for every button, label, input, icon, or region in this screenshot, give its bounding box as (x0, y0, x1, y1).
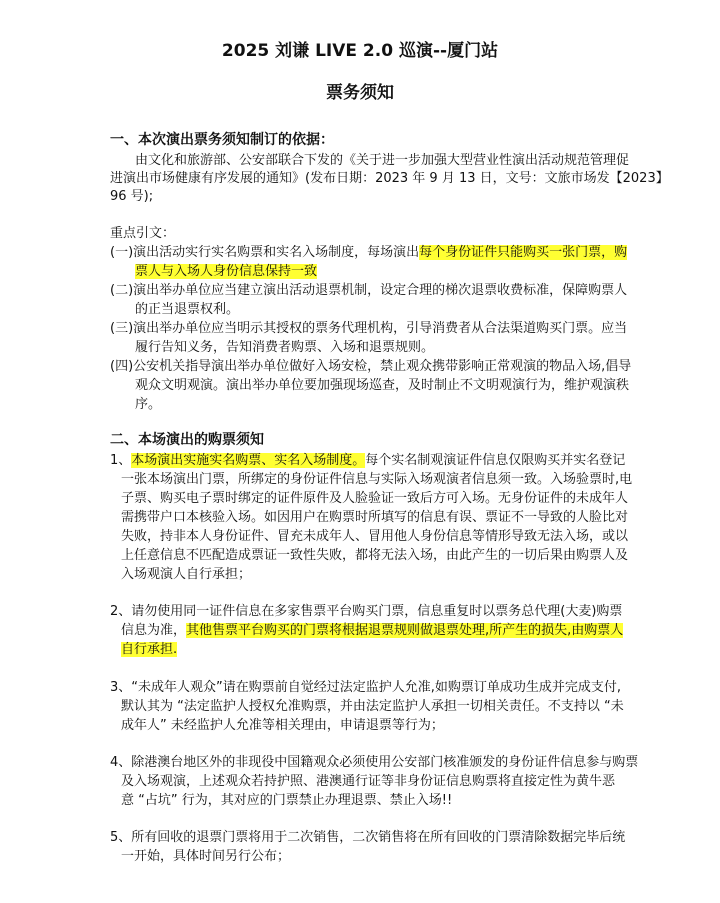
key-point-1-highlight: 每个身份证件只能购买一张门票，购 (419, 245, 628, 260)
key-point-1-highlight: 票人与入场人身份信息保持一致 (135, 264, 318, 279)
item-1-highlight: 本场演出实施实名购票、实名入场制度。 (131, 453, 366, 468)
item-1-text: 每个实名制观演证件信息仅限购买并实名登记 (365, 453, 626, 468)
item-2-line (121, 621, 623, 640)
key-point-1-line (110, 243, 627, 262)
key-point-1-prefix: (一)演出活动实行实名购票和实名入场制度，每场演出 (110, 245, 420, 260)
item-2-line: 2、请勿使用同一证件信息在多家售票平台购买门票，信息重复时以票务总代理(大麦)购票 (110, 604, 623, 619)
section-2-heading: 二、本场演出的购票须知 (110, 432, 264, 448)
key-points-label: 重点引文： (110, 226, 176, 241)
item-2-text: 信息为准， (121, 623, 187, 638)
key-point-2-line: (二)演出举办单位应当建立演出活动退票机制，设定合理的梯次退票收费标准，保障购票人 (110, 283, 628, 298)
key-point-1-line (135, 262, 317, 281)
key-point-4-line: 序。 (135, 397, 162, 412)
item-1-line (110, 451, 625, 470)
item-4-line: 4、除港澳台地区外的非现役中国籍观众必须使用公安部门核准颁发的身份证件信息参与购票 (110, 755, 639, 770)
item-1-number: 1、 (110, 453, 132, 468)
document-subtitle: 票务须知 (326, 83, 394, 103)
key-point-3-line: (三)演出举办单位应当明示其授权的票务代理机构，引导消费者从合法渠道购买门票。应当 (110, 321, 628, 336)
key-point-2-line: 的正当退票权利。 (135, 302, 240, 317)
section-1-heading: 一、本次演出票务须知制订的依据： (110, 132, 334, 148)
item-1-line: 失败，持非本人身份证件、冒充未成年人、冒用他人身份信息等情形导致无法入场，或以 (121, 529, 629, 544)
section-1-text-line: 进演出市场健康有序发展的通知》(发布日期：2023 年 9 月 13 日，文号：文旅市场发【2023】 (110, 171, 669, 186)
key-point-4-line: 观众文明观演。演出举办单位要加强现场巡查，及时制止不文明观演行为，维护观演秩 (135, 378, 630, 393)
item-2-highlight: 其他售票平台购买的门票将根据退票规则做退票处理,所产生的损失,由购票人 (186, 623, 624, 638)
section-1-text-line: 由文化和旅游部、公安部联合下发的《关于进一步加强大型营业性演出活动规范管理促 (135, 153, 630, 168)
document-title: 2025 刘谦 LIVE 2.0 巡演--厦门站 (221, 41, 499, 61)
item-2-line (121, 640, 177, 659)
item-3-line: 3、“未成年人观众”请在购票前自觉经过法定监护人允准,如购票订单成功生成并完成支付, (110, 680, 622, 695)
section-1-text-line: 96 号); (110, 189, 154, 204)
key-point-4-line: (四)公安机关指导演出举办单位做好入场安检，禁止观众携带影响正常观演的物品入场,倡导 (110, 359, 632, 374)
item-1-line: 入场观演人自行承担； (121, 567, 252, 582)
item-1-line: 一张本场演出门票，所绑定的身份证件信息与实际入场观演者信息须一致。入场验票时,电 (121, 472, 633, 487)
item-4-line: 意 “占坑” 行为，其对应的门票禁止办理退票、禁止入场!! (121, 793, 453, 808)
item-5-line: 5、所有回收的退票门票将用于二次销售，二次销售将在所有回收的门票清除数据完毕后统 (110, 830, 626, 845)
item-5-line: 一开始，具体时间另行公布； (121, 849, 291, 864)
item-1-line: 需携带户口本核验入场。如因用户在购票时所填写的信息有误、票证不一导致的人脸比对 (121, 510, 629, 525)
item-2-highlight: 自行承担. (121, 642, 178, 657)
item-3-line: 默认其为 “法定监护人授权允准购票，并由法定监护人承担一切相关责任。不支持以 “未 (121, 699, 624, 714)
item-3-line: 成年人” 未经监护人允准等相关理由，申请退票等行为； (121, 718, 444, 733)
item-4-line: 及入场观演，上述观众若持护照、港澳通行证等非身份证信息购票将直接定性为黄牛恶 (121, 774, 616, 789)
item-1-line: 上任意信息不匹配造成票证一致性失败，都将无法入场，由此产生的一切后果由购票人及 (121, 548, 629, 563)
key-point-3-line: 履行告知义务，告知消费者购票、入场和退票规则。 (135, 340, 435, 355)
item-1-line: 子票、购买电子票时绑定的证件原件及人脸验证一致后方可入场。无身份证件的未成年人 (121, 491, 629, 506)
